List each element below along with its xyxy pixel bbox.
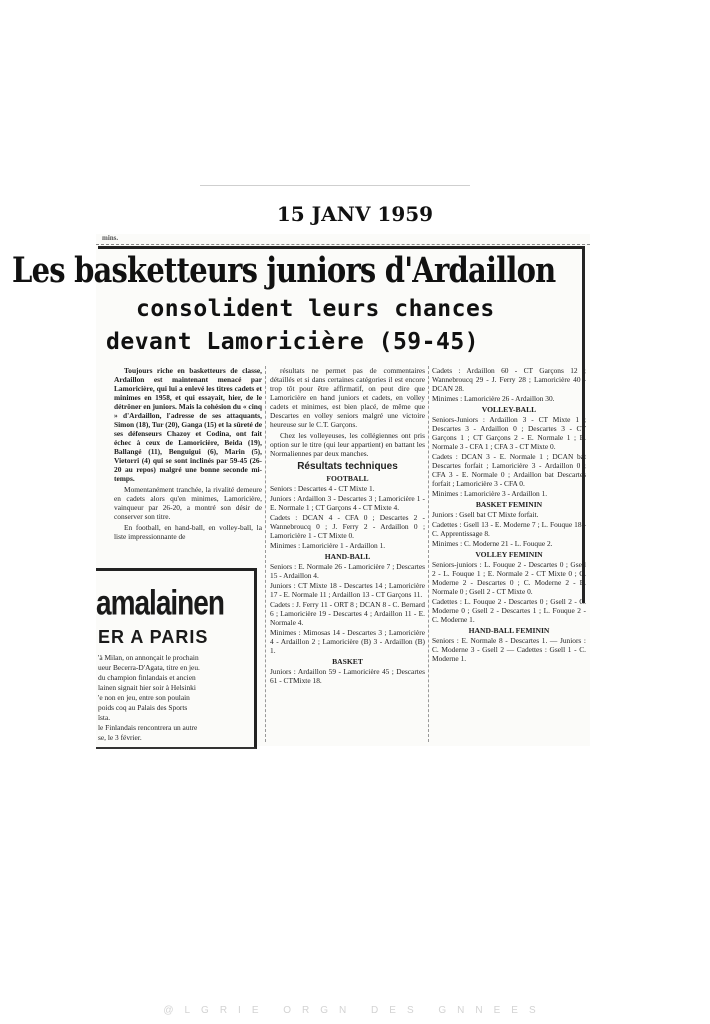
result-line: Juniors : CT Mixte 18 - Descartes 14 ; Lamoricière 17 - E. Normale 11 ; Ardaillon 13 - CT Garçons 11. (270, 581, 425, 599)
clipping-top-fragment (96, 236, 590, 245)
section-heading-volley-feminin: VOLLEY FEMININ (475, 550, 543, 559)
article-paragraph: Toujours riche en basketteurs de classe, Ardaillon est maintenant menacé par Lamoricière, qui lui a enlevé les titres cadets et minimes en 1958, et qui essayait, hier, de le détrôner en juniors. Mais la cohésion du « cinq » d'Ardaillon, l'adresse de ses attaquants, Simon (18), Tur (20), Ganga (15) et la sûreté de ses défenseurs Chazoy et Codina, ont fait échec à ceux de Lamoricière, Beida (19), Ballangé (11), Benguigui (6), Marin (5), Vietorri (4) qui se sont inclinés par 59-45 (26-20 au repos) malgré une bonne seconde mi-temps. (114, 366, 262, 483)
result-line: Minimes : Lamoricière 1 - Ardaillon 1. (270, 541, 386, 550)
section-heading-handball: HAND-BALL (324, 552, 371, 561)
secondary-text-line: lainen signait hier soir à Helsinki (98, 683, 196, 692)
result-line: Juniors : Ardaillon 59 - Lamoricière 45 ; Descartes 61 - CTMixte 18. (270, 667, 425, 685)
secondary-headline-1: amalainen (96, 583, 224, 622)
result-line: Seniors-Juniors : Ardaillon 3 - CT Mixte 1 ; Descartes 3 - Ardaillon 0 ; Descartes 3 - CT Garçons 1 ; CT Garçons 2 - E. Normale 1 ; E. Normale 3 - CFA 1 ; CFA 3 - CT Mixte 0. (432, 415, 586, 451)
headline-line-2: consolident leurs chances (136, 296, 495, 322)
result-line: Minimes : Lamoricière 3 - Ardaillon 1. (432, 489, 548, 498)
secondary-article-text (98, 653, 248, 743)
result-line: Cadettes : Gsell 13 - E. Moderne 7 ; L. Fouque 18 - C. Apprentissage 8. (432, 520, 586, 538)
section-heading-handball-feminin: HAND-BALL FEMININ (468, 626, 550, 635)
result-line: Cadets : DCAN 4 - CFA 0 ; Descartes 2 - Wannebroucq 0 ; J. Ferry 2 - Ardaillon 0 ; Lamoricière 1 - CT Mixte 0. (270, 513, 425, 540)
secondary-text-line: du champion finlandais et ancien (98, 673, 196, 682)
article-column-1 (114, 366, 262, 568)
section-heading-volleyball: VOLLEY-BALL (481, 405, 537, 414)
result-line: Juniors : Gsell bat CT Mixte forfait. (432, 510, 539, 519)
archive-watermark: @LGRIE ORGN DES GNNEES (163, 1005, 547, 1016)
secondary-text-line: ïsta. (98, 713, 111, 722)
section-heading-football: FOOTBALL (326, 474, 369, 483)
article-column-2 (270, 366, 425, 744)
column-divider (265, 366, 266, 742)
secondary-text-line: ueur Becerra-D'Agata, titre en jeu. (98, 663, 200, 672)
section-heading-basket: BASKET (332, 657, 363, 666)
secondary-article-box (96, 568, 257, 749)
secondary-headline-2: ER A PARIS (98, 627, 209, 647)
result-line: Juniors : Ardaillon 3 - Descartes 3 ; Lamoricière 1 - E. Normale 1 ; CT Garçons 4 - CT Mixte 4. (270, 494, 425, 512)
secondary-text-line: 'à Milan, on annonçait le prochain (98, 653, 199, 662)
result-line: Seniors : E. Normale 8 - Descartes 1. — Juniors : C. Moderne 3 - Gsell 2 — Cadettes : Gsell 1 - C. Moderne 1. (432, 636, 586, 663)
result-line: Minimes : Lamoricière 26 - Ardaillon 30. (432, 394, 555, 403)
secondary-text-line: se, le 3 février. (98, 733, 142, 742)
article-paragraph: résultats ne permet pas de commentaires détaillés et si dans certaines catégories il est encore trop tôt pour être affirmatif, on peut dire que Lamoricière en hand juniors et cadets, en volley cadets et minimes, est bien placé, de même que Descartes en volley seniors malgré une victoire heureuse sur le C.T. Garçons. (270, 366, 425, 429)
result-line: Cadettes : L. Fouque 2 - Descartes 0 ; Gsell 2 - C. Moderne 0 ; Gsell 2 - Descartes 1 ; L. Fouque 2 - C. Moderne 1. (432, 597, 586, 624)
result-line: Seniors : Descartes 4 - CT Mixte 1. (270, 484, 375, 493)
headline-line-3: devant Lamoricière (59-45) (106, 329, 480, 355)
result-line: Seniors-juniors : L. Fouque 2 - Descartes 0 ; Gsell 2 - L. Fouque 1 ; E. Normale 2 - CT Mixte 0 ; C. Moderne 2 - Descartes 0 ; C. Moderne 2 - E. Normale 0 ; Gsell 2 - CT Mixte 0. (432, 560, 586, 596)
result-line: Seniors : E. Normale 26 - Lamoricière 7 ; Descartes 15 - Ardaillon 4. (270, 562, 425, 580)
column-divider (428, 366, 429, 742)
article-paragraph: Chez les volleyeuses, les collégiennes ont pris option sur le titre (qui leur appartient) en battant les Normaliennes par deux manches. (270, 431, 425, 458)
headline-line-1: Les basketteurs juniors d'Ardaillon (12, 250, 556, 291)
result-line: Minimes : C. Moderne 21 - L. Fouque 2. (432, 539, 553, 548)
article-column-3 (432, 366, 586, 744)
section-heading-basket-feminin: BASKET FEMININ (475, 500, 543, 509)
result-line: Cadets : DCAN 3 - E. Normale 1 ; DCAN bat Descartes forfait ; Lamoricière 3 - Ardaillon 0 ; CFA 3 - E. Normale 0 ; Ardaillon bat Descartes forfait ; Lamoricière 3 - CFA 0. (432, 452, 586, 488)
secondary-text-line: poids coq au Palais des Sports (98, 703, 188, 712)
results-title: Résultats techniques (297, 461, 398, 472)
clipping-date: 15 JANV 1959 (276, 202, 434, 226)
article-paragraph: Momentanément tranchée, la rivalité demeure en cadets alors qu'en minimes, Lamoricière, vainqueur par 26-20, a montré son désir de conserver son titre. (114, 485, 262, 521)
result-line: Cadets : Ardaillon 60 - CT Garçons 12 ; Wannebroucq 29 - J. Ferry 28 ; Lamoricière 40 - DCAN 28. (432, 366, 586, 393)
article-paragraph: En football, en hand-ball, en volley-ball, la liste impressionnante de (114, 523, 262, 541)
top-fragment-text: mins. (102, 234, 119, 242)
result-line: Minimes : Mimosas 14 - Descartes 3 ; Lamoricière 4 - Ardaillon 2 ; Lamoricière (B) 3 - Ardaillon (B) 1. (270, 628, 425, 655)
top-rule (200, 185, 470, 186)
secondary-text-line: 'e non en jeu, entre son poulain (98, 693, 190, 702)
secondary-text-line: le Finlandais rencontrera un autre (98, 723, 198, 732)
result-line: Cadets : J. Ferry 11 - ORT 8 ; DCAN 8 - C. Bernard 6 ; Lamoricière 19 - Descartes 4 ; Ardaillon 11 - E. Normale 4. (270, 600, 425, 627)
